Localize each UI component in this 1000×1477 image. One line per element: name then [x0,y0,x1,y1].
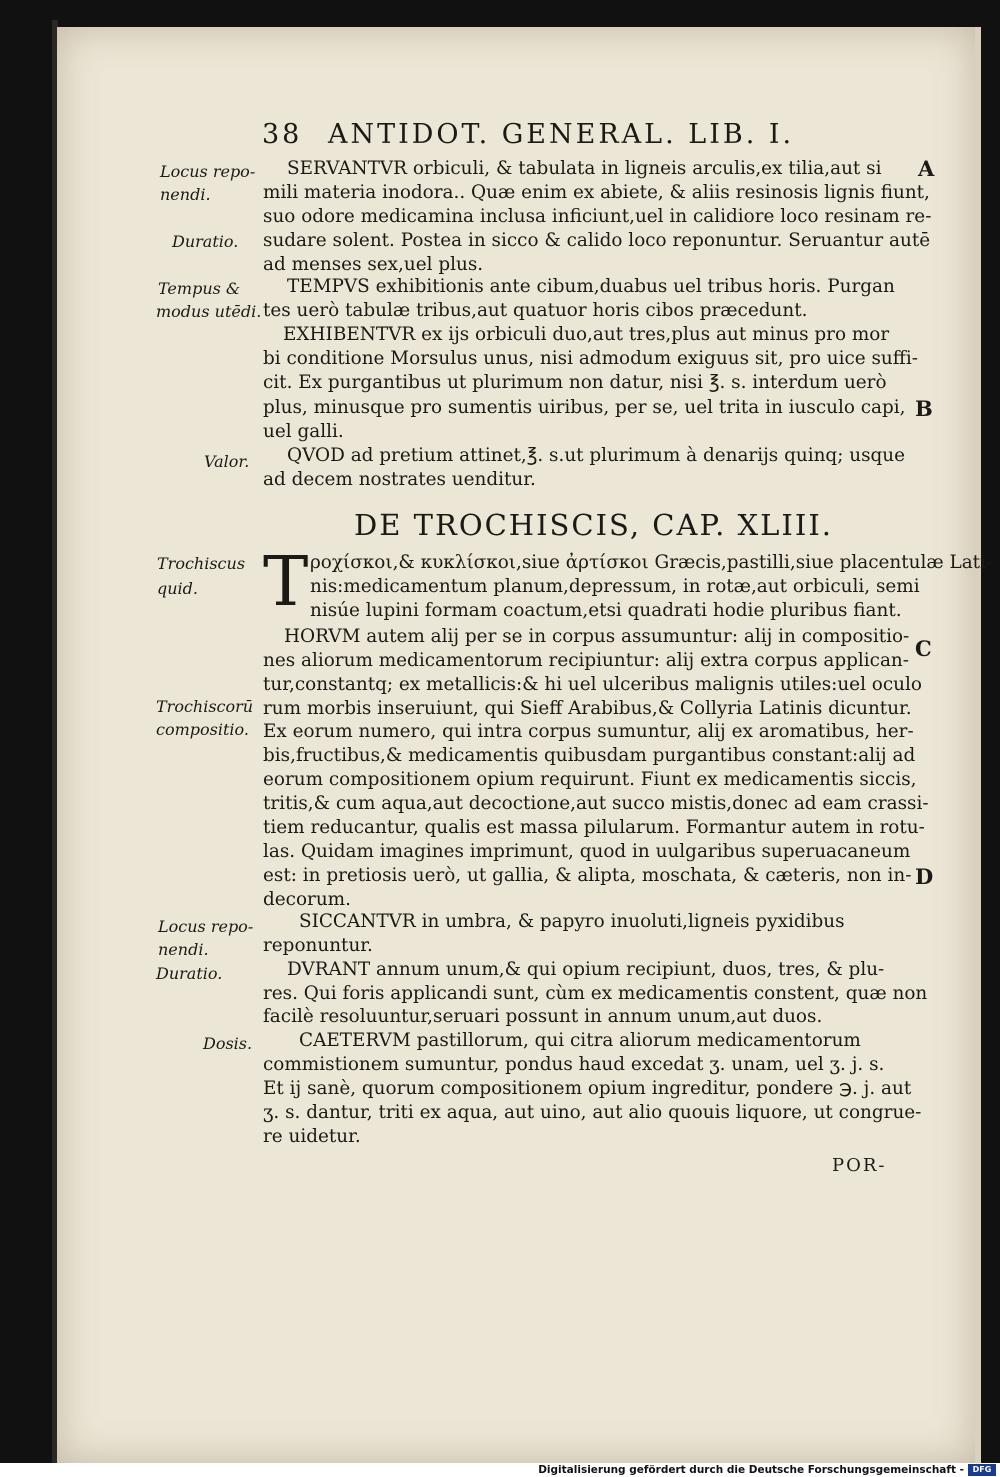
margin-letter: A [918,156,935,181]
margin-note: Locus repo- [160,162,256,181]
text-line: CAETERVM pastillorum, qui citra aliorum medicamentorum [299,1030,861,1051]
dfg-logo[interactable]: DFG [968,1464,996,1476]
text-line: decorum. [263,889,351,910]
margin-note: nendi. [158,940,209,959]
margin-letter: B [915,396,933,421]
text-line: tur,constantq; ex metallicis:& hi uel ulceribus malignis utiles:uel oculo [263,674,922,695]
margin-note: Locus repo- [158,917,254,936]
text-line: ροχίσκοι,& κυκλίσκοι,siue ἀρτίσκοι Græcis,pastilli,siue placentulæ Lati- [310,552,993,573]
text-line: SERVANTVR orbiculi, & tabulata in ligneis arculis,ex tilia,aut si [287,158,882,179]
margin-note: quid. [157,579,198,598]
text-line: est: in pretiosis uerò, ut gallia, & alipta, moschata, & cæteris, non in- [263,865,912,886]
text-line: nes aliorum medicamentorum recipiuntur: alij extra corpus applican- [263,650,909,671]
text-line: Ex eorum numero, qui intra corpus sumuntur, alij ex aromatibus, her- [263,721,914,742]
text-line: facilè resoluuntur,seruari possunt in annum unum,aut duos. [263,1006,823,1027]
text-line: nisúe lupini formam coactum,etsi quadrati hodie pluribus fiant. [310,600,902,621]
text-line: tritis,& cum aqua,aut decoctione,aut succo mistis,donec ad eam crassi- [263,793,929,814]
text-line: EXHIBENTVR ex ijs orbiculi duo,aut tres,plus aut minus pro mor [283,324,890,345]
text-line: ad menses sex,uel plus. [263,254,484,275]
text-line: DVRANT annum unum,& qui opium recipiunt, duos, tres, & plu- [287,959,885,980]
text-line: Et ij sanè, quorum compositionem opium ingreditur, pondere ℈. j. aut [263,1078,912,1099]
text-line: QVOD ad pretium attinet,℥. s.ut plurimum à denarijs quinq; usque [287,445,906,466]
text-line: ʒ. s. dantur, triti ex aqua, aut uino, aut alio quouis liquore, ut congrue- [263,1102,922,1123]
margin-note: Duratio. [172,232,239,251]
text-line: las. Quidam imagines imprimunt, quod in uulgaribus superuacaneum [263,841,911,862]
catchword: POR- [832,1155,887,1176]
digitization-credit: Digitalisierung gefördert durch die Deutsche Forschungsgemeinschaft - [538,1464,964,1476]
text-line: tiem reducantur, qualis est massa pilularum. Formantur autem in rotu- [263,817,925,838]
margin-note: Trochiscus [157,554,246,573]
margin-note: Tempus & [158,279,241,298]
page-number: 38 [262,119,303,150]
margin-note: Dosis. [203,1034,253,1053]
text-line: TEMPVS exhibitionis ante cibum,duabus uel tribus horis. Purgan [287,276,895,297]
running-header [262,119,794,150]
text-line: re uidetur. [263,1126,361,1147]
margin-note: nendi. [160,185,211,204]
text-line: nis:medicamentum planum,depressum, in rotæ,aut orbiculi, semi [310,576,920,597]
chapter-title: DE TROCHISCIS, CAP. XLIII. [354,508,833,542]
text-line: suo odore medicamina inclusa inficiunt,uel in calidiore loco resinam re- [263,206,932,227]
margin-note: Duratio. [156,964,223,983]
text-line: tes uerò tabulæ tribus,aut quatuor horis cibos præcedunt. [263,300,808,321]
text-line: bis,fructibus,& medicamentis quibusdam purgantibus constant:alij ad [263,745,916,766]
text-line: reponuntur. [263,935,373,956]
text-line: bi conditione Morsulus unus, nisi admodum exiguus sit, pro uice suffi- [263,348,918,369]
margin-note: modus utēdi. [156,302,262,321]
text-line: res. Qui foris applicandi sunt, cùm ex medicamentis constent, quæ non [263,983,928,1004]
drop-cap: T [263,543,309,622]
text-line: ad decem nostrates uenditur. [263,469,536,490]
margin-note: compositio. [156,720,249,739]
text-line: SICCANTVR in umbra, & papyro inuoluti,ligneis pyxidibus [299,911,845,932]
text-line: HORVM autem alij per se in corpus assumuntur: alij in compositio- [284,626,910,647]
text-line: mili materia inodora.. Quæ enim ex abiete, & aliis resinosis lignis fiunt, [263,182,930,203]
margin-letter: C [915,636,932,661]
margin-letter: D [915,864,934,889]
running-title: ANTIDOT. GENERAL. LIB. I. [327,119,795,150]
text-line: rum morbis inseruiunt, qui Sieff Arabibus,& Collyria Latinis dicuntur. [263,698,912,719]
margin-note: Trochiscorū [156,697,254,716]
text-line: plus, minusque pro sumentis uiribus, per se, uel trita in iusculo capi, [263,397,906,418]
text-line: commistionem sumuntur, pondus haud excedat ʒ. unam, uel ʒ. j. s. [263,1054,885,1075]
margin-note: Valor. [204,452,250,471]
text-line: cit. Ex purgantibus ut plurimum non datur, nisi ℥. s. interdum uerò [263,372,887,393]
text-line: uel galli. [263,421,344,442]
text-line: sudare solent. Postea in sicco & calido loco reponuntur. Seruantur autē [263,230,931,251]
text-line: eorum compositionem opium requirunt. Fiunt ex medicamentis siccis, [263,769,917,790]
